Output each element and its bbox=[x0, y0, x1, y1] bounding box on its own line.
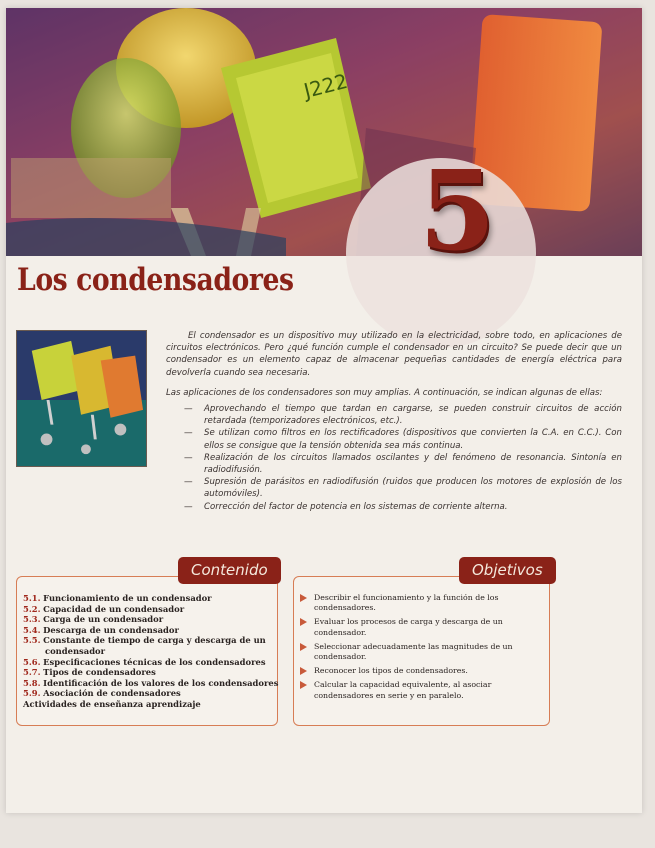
intro-paragraph: El condensador es un dispositivo muy utilizado en la electricidad, sobre todo, en aplicaciones de circuitos electrónicos. Pero ¿qué función cumple el condensador en un circuito? Se puede decir que un condensador es un elemento capaz de almacenar pequeñas cantidades de energía eléctrica para devolverla cuando sea necesaria. bbox=[166, 331, 622, 378]
chapter-title: Los condensadores bbox=[17, 262, 294, 298]
triangle-bullet-icon bbox=[300, 643, 307, 651]
objectives-list bbox=[300, 593, 540, 705]
contenido-label: Contenido bbox=[178, 557, 281, 584]
introduction-text bbox=[166, 330, 622, 513]
list-item: — Supresión de parásitos en radiodifusión (ruidos que producen los motores de explosión de los automóviles). bbox=[184, 477, 622, 500]
contents-item: 5.5. Constante de tiempo de carga y descarga de un bbox=[23, 635, 266, 646]
objective-item: Calcular la capacidad equivalente, al asociar condensadores en serie y en paralelo. bbox=[300, 680, 540, 700]
objetivos-label: Objetivos bbox=[459, 557, 556, 584]
triangle-bullet-icon bbox=[300, 667, 307, 675]
contents-list bbox=[23, 593, 279, 710]
list-item: — Se utilizan como filtros en los rectificadores (dispositivos que convierten la C.A. en C.C.). Con ellos se consigue que la tensión obtenida sea más continua. bbox=[184, 428, 622, 451]
objective-item: Describir el funcionamiento y la función de los condensadores. bbox=[300, 593, 540, 613]
contents-item: 5.1. Funcionamiento de un condensador bbox=[23, 593, 212, 603]
contents-item: 5.7. Tipos de condensadores bbox=[23, 667, 156, 678]
chapter-number: 5 bbox=[419, 146, 496, 275]
contents-item: 5.2. Capacidad de un condensador bbox=[23, 603, 185, 614]
contents-item: 5.8. Identificación de los valores de los condensadores bbox=[23, 677, 279, 688]
list-item: — Realización de los circuitos llamados oscilantes y del fenómeno de resonancia. Sintonía en radiodifusión. bbox=[184, 452, 622, 476]
list-item: — Aprovechando el tiempo que tardan en cargarse, se pueden construir circuitos de acción retardada (temporizadores electrónicos, etc.). bbox=[184, 404, 622, 427]
capacitors-thumbnail-image bbox=[16, 330, 147, 467]
applications-list bbox=[184, 403, 622, 513]
applications-lead-paragraph: Las aplicaciones de los condensadores son muy amplias. A continuación, se indican algunas de ellas: bbox=[166, 387, 603, 398]
capacitors-photo-image bbox=[6, 8, 642, 256]
contents-item: 5.9. Asociación de condensadores bbox=[23, 688, 181, 699]
triangle-bullet-icon bbox=[300, 594, 307, 602]
objective-item: Seleccionar adecuadamente las magnitudes de un condensador. bbox=[300, 642, 540, 662]
contents-item: 5.6. Especificaciones técnicas de los condensadores bbox=[23, 656, 266, 667]
contents-item: 5.3. Carga de un condensador bbox=[23, 614, 164, 625]
contents-activities: Actividades de enseñanza aprendizaje bbox=[23, 698, 201, 709]
triangle-bullet-icon bbox=[300, 618, 307, 626]
svg-text:J222: J222 bbox=[301, 68, 350, 103]
triangle-bullet-icon bbox=[300, 681, 307, 689]
objective-item: Reconocer los tipos de condensadores. bbox=[300, 666, 540, 676]
contenido-box bbox=[16, 561, 279, 726]
list-item: — Corrección del factor de potencia en los sistemas de corriente alterna. bbox=[184, 501, 508, 512]
hero-photo-capacitors bbox=[6, 8, 642, 256]
contents-item: 5.4. Descarga de un condensador bbox=[23, 624, 179, 635]
book-page bbox=[6, 8, 642, 813]
objetivos-box bbox=[293, 561, 550, 726]
objective-item: Evaluar los procesos de carga y descarga de un condensador. bbox=[300, 617, 540, 637]
contents-item-continuation: condensador bbox=[45, 645, 106, 656]
